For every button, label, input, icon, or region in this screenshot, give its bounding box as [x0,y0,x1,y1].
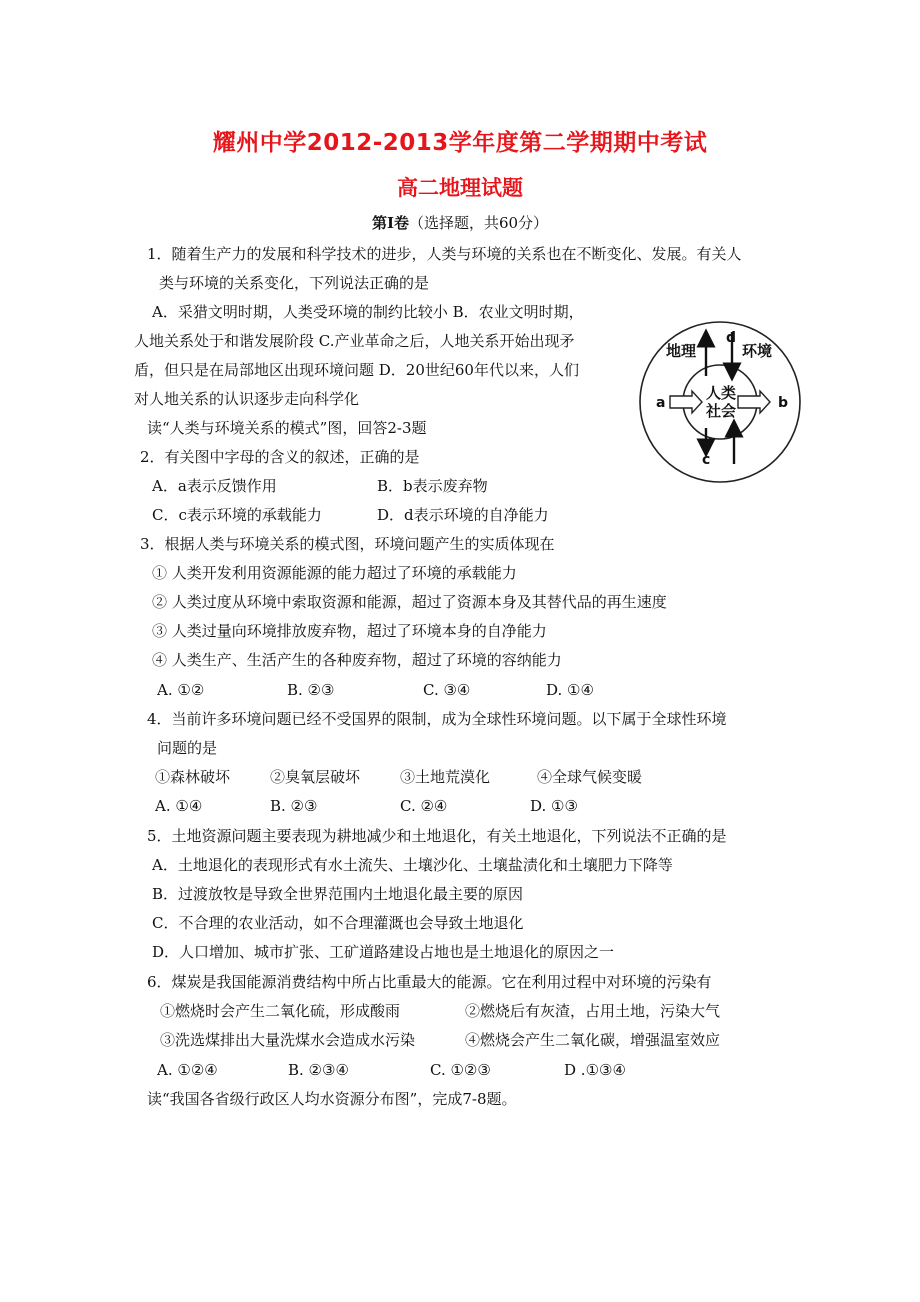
q5-stem: 5．土地资源问题主要表现为耕地减少和土地退化，有关土地退化，下列说法不正确的是 [147,827,727,845]
q3-item-1: ① 人类开发利用资源能源的能力超过了环境的承载能力 [152,564,517,582]
q1-options-line3: 盾，但只是在局部地区出现环境问题 D．20世纪60年代以来，人们 [134,361,579,379]
q6-option-a: A. ①②④ [157,1061,218,1079]
center-label-society: 社会 [706,402,737,420]
q6-item-1: ①燃烧时会产生二氧化硫，形成酸雨 [160,1002,401,1020]
q3-option-a: A. ①② [157,681,205,699]
q4-item-3: ③土地荒漠化 [400,768,491,786]
q4-option-a: A. ①④ [155,797,203,815]
q1-stem-line2: 类与环境的关系变化，下列说法正确的是 [159,274,430,292]
center-label-human: 人类 [706,384,737,402]
q6-option-d: D .①③④ [564,1061,626,1079]
section-label: 第Ⅰ卷 [371,214,409,232]
q6-option-b: B. ②③④ [288,1061,349,1079]
q4-item-4: ④全球气候变暖 [537,768,643,786]
section-heading [0,212,920,233]
q5-option-a: A．土地退化的表现形式有水土流失、土壤沙化、土壤盐渍化和土壤肥力下降等 [152,856,673,874]
q1-options-line4: 对人地关系的认识逐步走向科学化 [134,390,360,408]
q3-item-3: ③ 人类过量向环境排放废弃物，超过了环境本身的自净能力 [152,622,547,640]
q6-stem: 6．煤炭是我国能源消费结构中所占比重最大的能源。它在利用过程中对环境的污染有 [147,973,712,991]
q6-item-2: ②燃烧后有灰渣，占用土地，污染大气 [465,1002,721,1020]
q3-item-2: ② 人类过度从环境中索取资源和能源，超过了资源本身及其替代品的再生速度 [152,593,667,611]
label-c: c [702,452,711,468]
q2-option-c: C．c表示环境的承载能力 [152,506,322,524]
human-environment-diagram [634,318,804,486]
q4-item-1: ①森林破坏 [155,768,231,786]
arrow-a-hollow [670,391,702,413]
q6-item-4: ④燃烧会产生二氧化碳，增强温室效应 [465,1031,721,1049]
q1-stem-line1: 1．随着生产力的发展和科学技术的进步，人类与环境的关系也在不断变化、发展。有关人 [147,245,742,263]
q4-stem-line1: 4．当前许多环境问题已经不受国界的限制，成为全球性环境问题。以下属于全球性环境 [147,710,727,728]
q4-option-b: B. ②③ [270,797,318,815]
label-a: a [656,395,666,411]
q6-item-3: ③洗选煤排出大量洗煤水会造成水污染 [160,1031,416,1049]
q4-item-2: ②臭氧层破坏 [270,768,361,786]
q4-option-c: C. ②④ [400,797,448,815]
q5-option-c: C．不合理的农业活动，如不合理灌溉也会导致土地退化 [152,914,524,932]
read-instruction-2-3: 读“人类与环境关系的模式”图，回答2-3题 [147,419,427,437]
section-desc: （选择题，共60分） [408,214,549,232]
q2-option-d: D．d表示环境的自净能力 [377,506,549,524]
q3-stem: 3．根据人类与环境关系的模式图，环境问题产生的实质体现在 [140,535,555,553]
q3-option-b: B. ②③ [287,681,335,699]
q3-option-d: D. ①④ [546,681,594,699]
label-environment: 环境 [742,342,773,360]
q5-option-b: B．过渡放牧是导致全世界范围内土地退化最主要的原因 [152,885,524,903]
q6-option-c: C. ①②③ [430,1061,491,1079]
q5-option-d: D．人口增加、城市扩张、工矿道路建设占地也是土地退化的原因之一 [152,943,615,961]
q4-option-d: D. ①③ [530,797,578,815]
exam-subtitle: 高二地理试题 [397,176,523,200]
q1-options-line1: A．采猎文明时期，人类受环境的制约比较小 B．农业文明时期， [152,303,584,321]
q2-option-a: A．a表示反馈作用 [152,477,277,495]
arrow-b-hollow [738,391,770,413]
label-d: d [726,330,737,346]
label-geography: 地理 [666,342,697,360]
exam-title: 耀州中学2012-2013学年度第二学期期中考试 [212,130,708,156]
q3-item-4: ④ 人类生产、生活产生的各种废弃物，超过了环境的容纳能力 [152,651,562,669]
q2-option-b: B．b表示废弃物 [377,477,488,495]
read-instruction-7-8: 读“我国各省级行政区人均水资源分布图”，完成7-8题。 [147,1090,517,1108]
q2-stem: 2．有关图中字母的含义的叙述，正确的是 [140,448,420,466]
label-b: b [778,395,789,411]
q3-option-c: C. ③④ [423,681,471,699]
q1-options-line2: 人地关系处于和谐发展阶段 C.产业革命之后，人地关系开始出现矛 [134,332,575,350]
q4-stem-line2: 问题的是 [157,739,218,757]
